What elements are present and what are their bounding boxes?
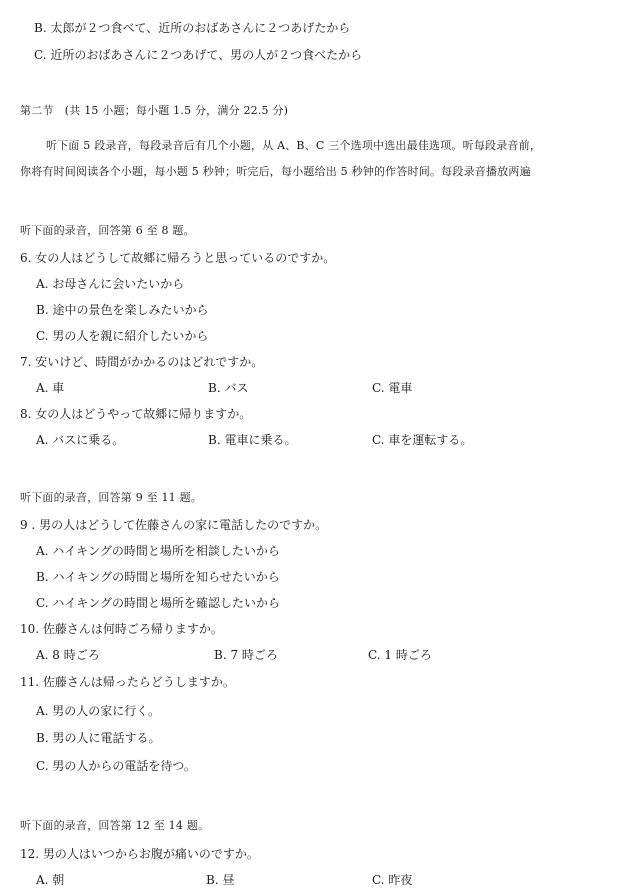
q10-option-c: C. 1 時ごろ	[368, 648, 432, 662]
q11-option-c: C. 男の人からの電話を待つ。	[36, 759, 196, 773]
q8-option-c: C. 車を運転する。	[372, 433, 473, 447]
q9-option-c: C. ハイキングの時間と場所を確認したいから	[36, 596, 281, 610]
q9-option-b: B. ハイキングの時間と場所を知らせたいから	[36, 570, 280, 584]
q9-option-a: A. ハイキングの時間と場所を相談したいから	[36, 544, 280, 558]
section-instruction-line1: 听下面 5 段录音，每段录音后有几个小题，从 A、B、C 三个选项中选出最佳选项。听每段录音前，	[46, 139, 542, 152]
prev-option-b: B. 太郎が２つ食べて、近所のおばあさんに２つあげたから	[34, 21, 351, 35]
group-header-12-14: 听下面的录音，回答第 12 至 14 题。	[20, 819, 210, 832]
question-7: 7. 安いけど、時間がかかるのはどれですか。	[20, 355, 264, 369]
q12-option-a: A. 朝	[36, 873, 65, 887]
question-12: 12. 男の人はいつからお腹が痛いのですか。	[20, 847, 259, 861]
q6-option-c: C. 男の人を親に紹介したいから	[36, 329, 209, 343]
q12-option-c: C. 昨夜	[372, 873, 413, 887]
group-header-6-8: 听下面的录音，回答第 6 至 8 题。	[20, 224, 195, 237]
section-instruction-line2: 你将有时间阅读各个小题，每小题 5 秒钟；听完后，每小题给出 5 秒钟的作答时间。每段录音播放两遍	[20, 165, 531, 178]
section-heading: 第二节 (共 15 小题；每小题 1.5 分，满分 22.5 分)	[20, 104, 289, 117]
group-header-9-11: 听下面的录音，回答第 9 至 11 题。	[20, 491, 202, 504]
question-9: 9 . 男の人はどうして佐藤さんの家に電話したのですか。	[20, 518, 328, 532]
question-8: 8. 女の人はどうやって故郷に帰りますか。	[20, 407, 252, 421]
prev-option-c: C. 近所のおばあさんに２つあげて、男の人が２つ食べたから	[34, 48, 363, 62]
question-6: 6. 女の人はどうして故郷に帰ろうと思っているのですか。	[20, 251, 336, 265]
q11-option-a: A. 男の人の家に行く。	[36, 704, 161, 718]
q7-option-b: B. バス	[208, 381, 249, 395]
q10-option-a: A. 8 時ごろ	[36, 648, 100, 662]
q7-option-c: C. 電車	[372, 381, 413, 395]
question-11: 11. 佐藤さんは帰ったらどうしますか。	[20, 675, 235, 689]
q8-option-b: B. 電車に乗る。	[208, 433, 297, 447]
q11-option-b: B. 男の人に電話する。	[36, 731, 161, 745]
q6-option-b: B. 途中の景色を楽しみたいから	[36, 303, 209, 317]
q6-option-a: A. お母さんに会いたいから	[36, 277, 185, 291]
q12-option-b: B. 昼	[206, 873, 235, 887]
q8-option-a: A. バスに乗る。	[36, 433, 125, 447]
question-10: 10. 佐藤さんは何時ごろ帰りますか。	[20, 622, 223, 636]
q10-option-b: B. 7 時ごろ	[214, 648, 278, 662]
q7-option-a: A. 車	[36, 381, 65, 395]
